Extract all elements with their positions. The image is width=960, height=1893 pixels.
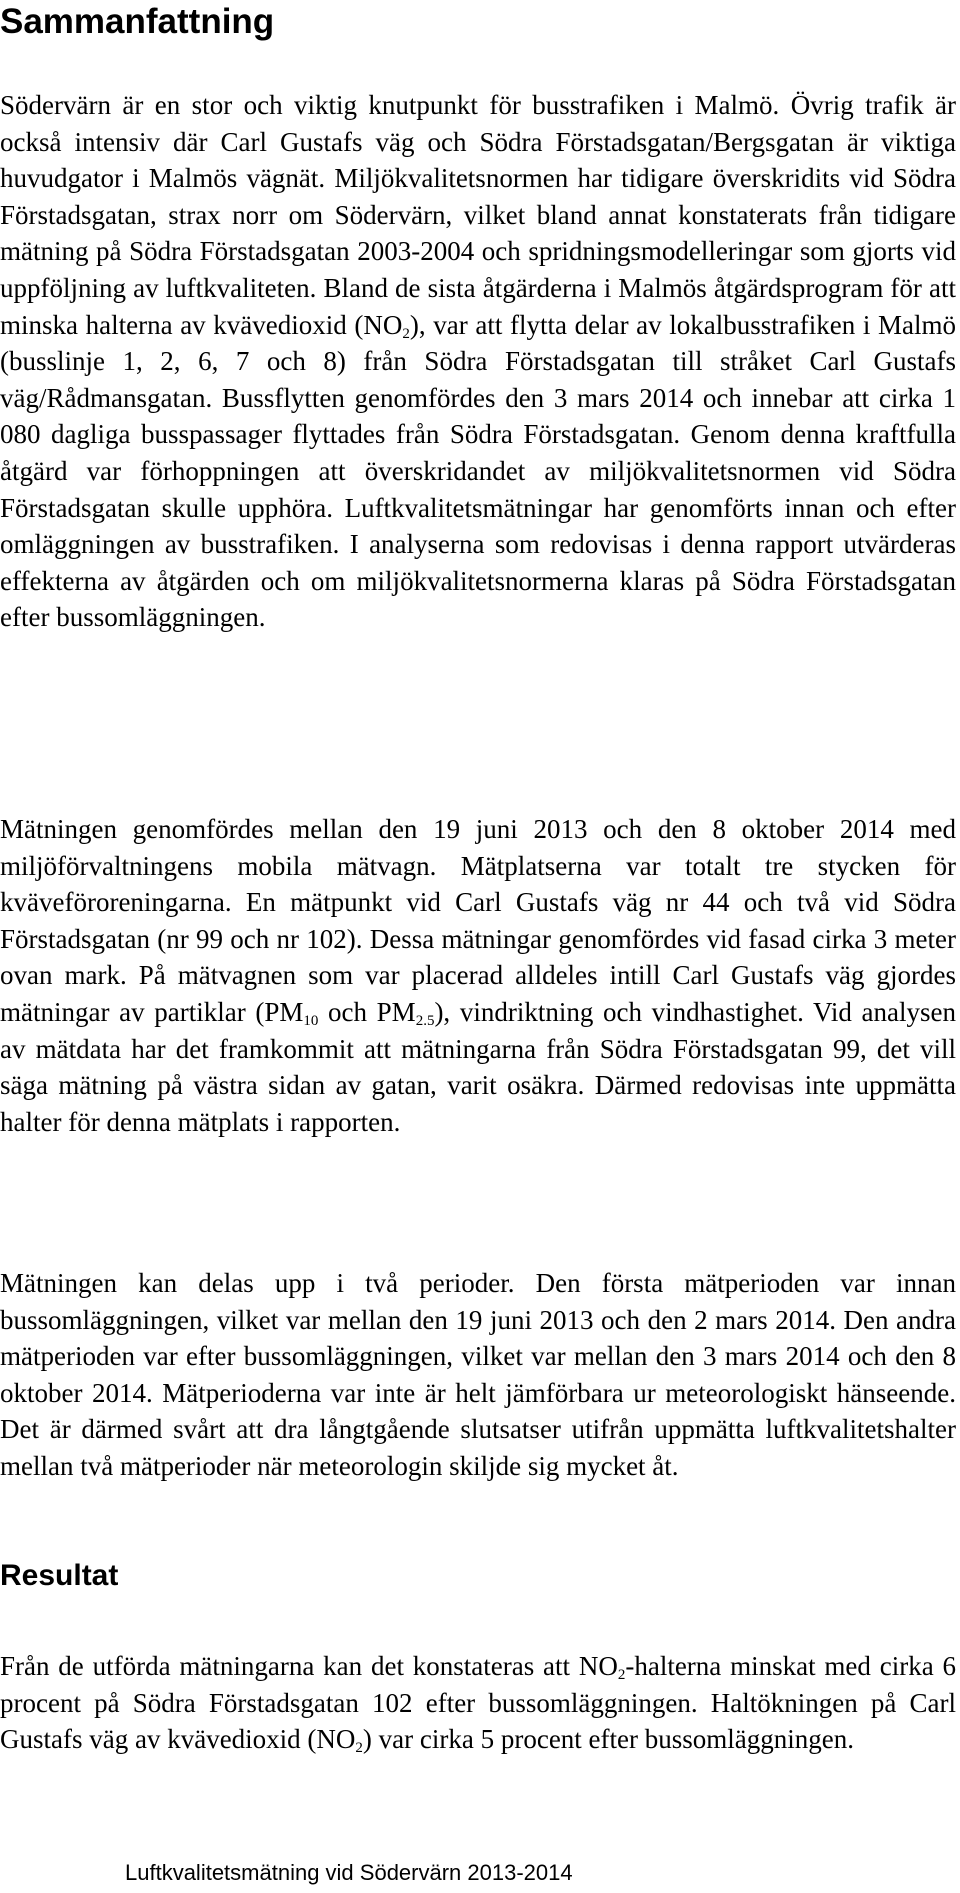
p4-text-c: ) var cirka 5 procent efter bussomläggningen. [362,1724,854,1755]
section-heading-results: Resultat [0,1559,119,1592]
page-title: Sammanfattning [0,2,275,41]
summary-paragraph-2 [0,811,956,1140]
p2-text-c: ), vindriktning och vindhastighet. Vid analysen av mätdata har det framkommit att mätningarna från Södra Förstadsgatan 99, det vill säga mätning på västra sidan av gatan, varit osäkra. Därmed redovisas inte uppmätta halter för denna mätplats i rapporten. [0,996,956,1137]
p2-subscript-2: 2.5 [415,1012,435,1029]
summary-paragraph-3 [0,1265,956,1485]
summary-paragraph-1 [0,87,956,636]
p1-text-a: Södervärn är en stor och viktig knutpunkt för busstrafiken i Malmö. Övrig trafik är också intensiv där Carl Gustafs väg och Södra Förstadsgatan/Bergsgatan är viktiga huvudgator i Malmös vägnät. Miljökvalitetsnormen har tidigare överskridits vid Södra Förstadsgatan, strax norr om Södervärn, vilket bland annat konstaterats från tidigare mätning på Södra Förstadsgatan 2003-2004 och spridningsmodelleringar som gjorts vid uppföljning av luftkvaliteten. Bland de sista åtgärderna i Malmös åtgärdsprogram för att minska halterna av kvävedioxid (NO [0,90,956,340]
p1-subscript: 2 [402,325,410,342]
p2-text-a: Mätningen genomfördes mellan den 19 juni 2013 och den 8 oktober 2014 med miljöförvaltningens mobila mätvagn. Mätplatserna var totalt tre stycken för kväveföroreningarna. En mätpunkt vid Carl Gustafs väg nr 44 och två vid Södra Förstadsgatan (nr 99 och nr 102). Dessa mätningar genomfördes vid fasad cirka 3 meter ovan mark. På mätvagnen som var placerad alldeles intill Carl Gustafs väg gjordes mätningar av partiklar (PM [0,814,956,1027]
p4-subscript-2: 2 [355,1740,363,1757]
p3-text: Mätningen kan delas upp i två perioder. Den första mätperioden var innan bussomläggningen, vilket var mellan den 19 juni 2013 och den 2 mars 2014. Den andra mätperioden var efter bussomläggningen, vilket var mellan den 3 mars 2014 och den 8 oktober 2014. Mätperioderna var inte är helt jämförbara ur meteorologiskt hänseende. Det är därmed svårt att dra långtgående slutsatser utifrån uppmätta luftkvalitetshalter mellan två mätperioder när meteorologin skiljde sig mycket åt. [0,1268,956,1481]
page-footer: Luftkvalitetsmätning vid Södervärn 2013-2014 [125,1860,573,1885]
p2-text-b: och PM [318,996,416,1027]
p1-text-b: ), var att flytta delar av lokalbusstrafiken i Malmö (busslinje 1, 2, 6, 7 och 8) från Södra Förstadsgatan till stråket Carl Gustafs väg/Rådmansgatan. Bussflytten genomfördes den 3 mars 2014 och innebar att cirka 1 080 dagliga busspassager flyttades från Södra Förstadsgatan. Genom denna kraftfulla åtgärd var förhoppningen att överskridandet av miljökvalitetsnormen vid Södra Förstadsgatan skulle upphöra. Luftkvalitetsmätningar har genomförts innan och efter omläggningen av busstrafiken. I analyserna som redovisas i denna rapport utvärderas effekterna av åtgärden och om miljökvalitetsnormerna klaras på Södra Förstadsgatan efter bussomläggningen. [0,309,957,633]
p4-text-b: -halterna minskat med cirka 6 procent på Södra Förstadsgatan 102 efter bussomläggningen. Haltökningen på Carl Gustafs väg av kvävedioxid (NO [0,1651,956,1755]
p4-subscript-1: 2 [617,1667,626,1683]
p2-subscript-1: 10 [303,1012,319,1029]
results-paragraph [0,1648,956,1758]
p4-text-a: Från de utförda mätningarna kan det konstateras att NO [0,1651,618,1681]
